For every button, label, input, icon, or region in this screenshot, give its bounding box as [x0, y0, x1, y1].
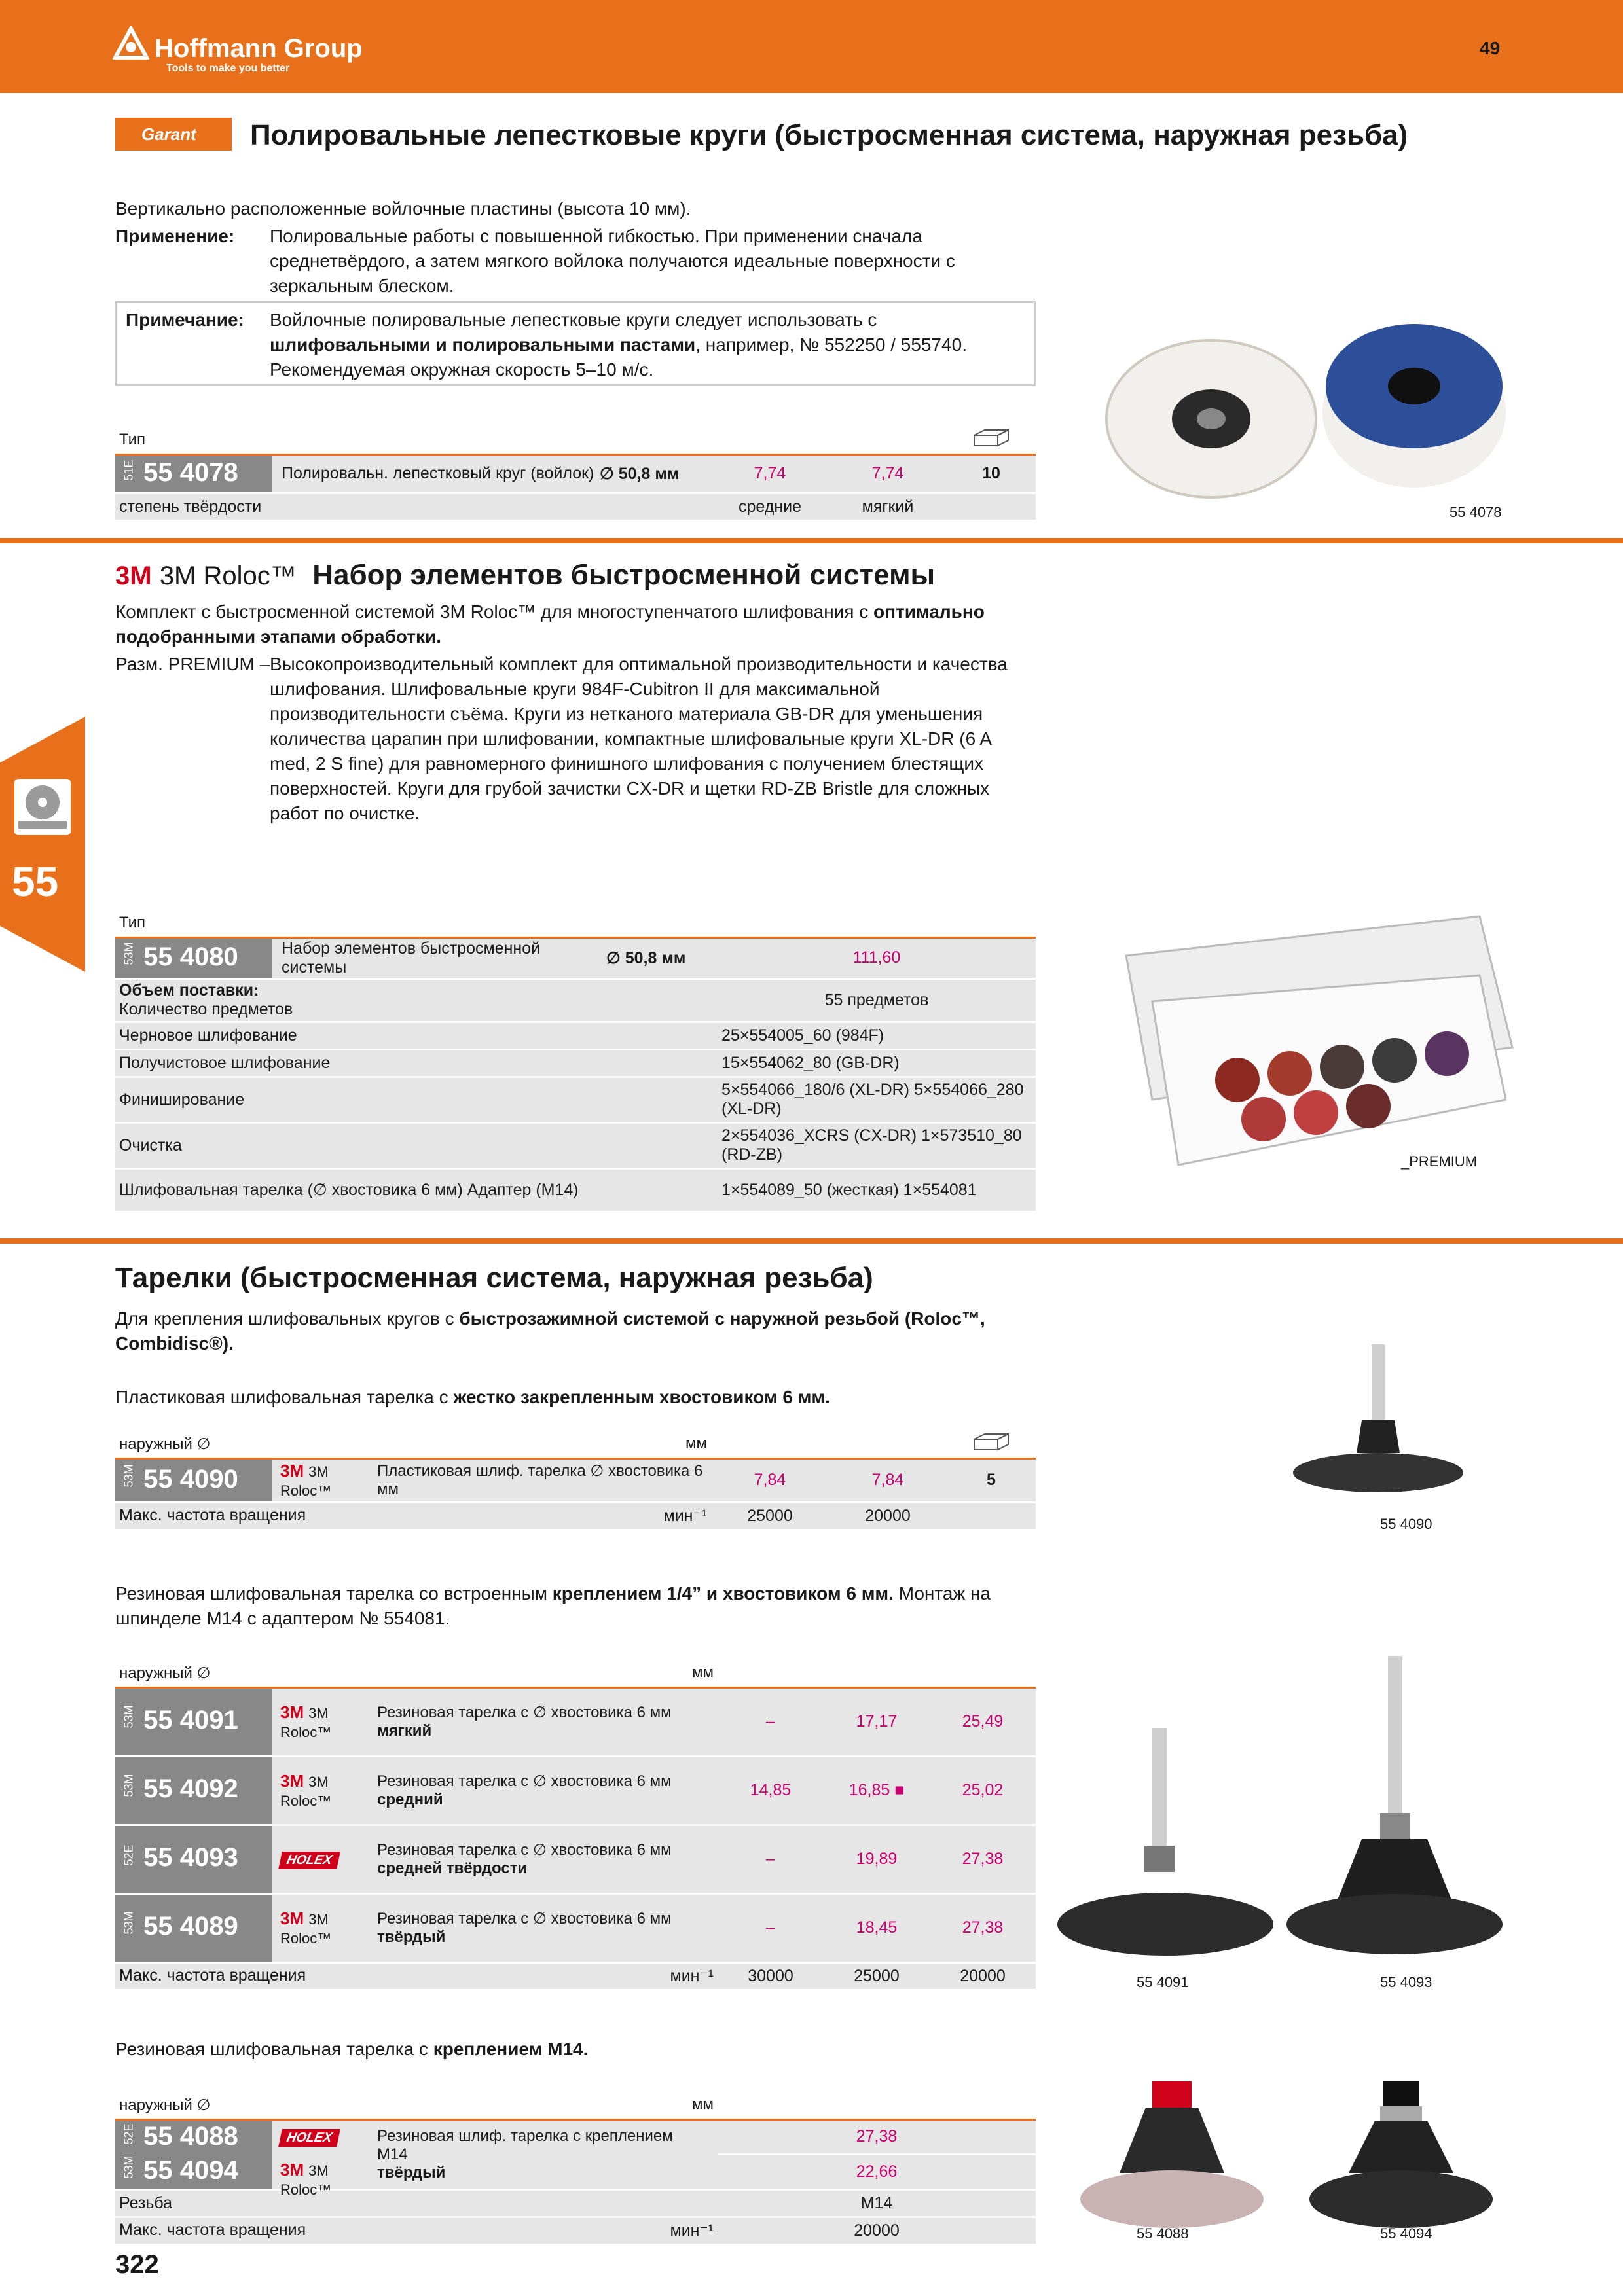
- price-soft: 7,74: [829, 454, 947, 493]
- image-caption: 55 4088: [1137, 2225, 1189, 2242]
- pack-qty: 5: [947, 1458, 1036, 1502]
- brand-tagline: Tools to make you better: [166, 63, 290, 74]
- article-number[interactable]: 52E 55 4093: [115, 1826, 272, 1893]
- image-caption: 55 4091: [1137, 1974, 1189, 1990]
- brand-3m-roloc: 3M 3M Roloc™: [280, 1770, 332, 1809]
- article-number[interactable]: 52E 55 4088: [115, 2121, 272, 2155]
- image-caption: 55 4078: [1450, 504, 1502, 520]
- premium-kit-image: [1113, 903, 1519, 1178]
- rubber-plate-554093-image: [1283, 1649, 1506, 1964]
- rpm-value: 20000: [718, 2217, 1036, 2244]
- rpm-label: Макс. частота вращения мин⁻¹: [115, 2217, 718, 2244]
- contents-row-value: 25×554005_60 (984F): [718, 1022, 1036, 1049]
- table-header: наружный ∅ мм: [115, 1431, 711, 1458]
- rubber-plate-554088-image: [1074, 2075, 1270, 2238]
- table-row: [115, 1893, 718, 1962]
- note-label: Примечание:: [126, 310, 244, 330]
- product-size: ∅ 50,8 мм: [600, 464, 680, 483]
- price-cell: 27,38: [930, 1825, 1036, 1893]
- felt-wheel-package-image: [1316, 314, 1512, 491]
- plate-table-3: [115, 2092, 1036, 2246]
- article-number[interactable]: 53M 55 4089: [115, 1895, 272, 1962]
- section1-title: Полировальные лепестковые круги (быстросменная система, наружная резьба): [250, 119, 1408, 151]
- product-size: ∅ 50,8 мм: [606, 948, 686, 967]
- table-header: наружный ∅ мм: [115, 1660, 718, 1687]
- article-number[interactable]: 51E 55 4078: [115, 456, 272, 492]
- article-number[interactable]: 53M 55 4092: [115, 1757, 272, 1824]
- contents-row-value: 5×554066_180/6 (XL-DR) 5×554066_280 (XL-DR): [718, 1077, 1036, 1122]
- rubber-plate-554091-image: [1054, 1715, 1277, 1964]
- thread-value: M14: [718, 2189, 1036, 2217]
- price-premium: 111,60: [718, 937, 1036, 978]
- contents-row-value: 15×554062_80 (GB-DR): [718, 1049, 1036, 1077]
- table-header: наружный ∅ мм: [115, 2092, 718, 2119]
- brand-3m-roloc: 3M 3M Roloc™: [280, 1908, 332, 1946]
- note-text: Войлочные полировальные лепестковые круги следует использовать с шлифовальными и полировальными пастами, например, № 552250 / 555740. Рекомендуемая окружная скорость 5–10 м/с.: [270, 310, 967, 380]
- product-description: Резиновая тарелка с ∅ хвостовика 6 мм средней твёрдости: [377, 1841, 704, 1878]
- table-row: [115, 1756, 718, 1825]
- brand-3m-roloc: 3M 3M Roloc™: [280, 2159, 332, 2198]
- rpm-value: 30000: [718, 1962, 824, 1990]
- table-row: [115, 1687, 718, 1756]
- page-number-top: 49: [1480, 38, 1501, 58]
- col-75: 75: [930, 1660, 1036, 1687]
- product-description: Полировальн. лепестковый круг (войлок): [282, 464, 594, 482]
- felt-wheel-image: [1100, 314, 1322, 504]
- col-med: MED: [711, 427, 829, 454]
- contents-row-value: 1×554089_50 (жесткая) 1×554081: [718, 1168, 1036, 1211]
- product-description: Резиновая тарелка с ∅ хвостовика 6 мм мягкий: [377, 1704, 704, 1740]
- rpm-label: Макс. частота вращения мин⁻¹: [115, 1962, 718, 1990]
- price-cell: 7,84: [829, 1458, 947, 1502]
- image-caption: 55 4094: [1380, 2225, 1432, 2242]
- price-cell: 25,02: [930, 1756, 1036, 1825]
- rpm-value: 20000: [829, 1502, 947, 1530]
- chapter-number: 55: [12, 858, 59, 905]
- col-50: 50: [711, 1431, 829, 1458]
- section3-title: Тарелки (быстросменная система, наружная резьба): [115, 1262, 873, 1294]
- article-number[interactable]: 53M 55 4091: [115, 1689, 272, 1755]
- price-cell: –: [718, 1825, 824, 1893]
- product-description: Набор элементов быстросменной системы: [282, 939, 541, 977]
- brand-3m-roloc: 3M 3M Roloc™: [280, 1702, 332, 1740]
- plate-table-2: [115, 1660, 1036, 1991]
- product-description: Резиновая шлиф. тарелка с креплением М14 твёрдый: [377, 2127, 704, 2182]
- article-number[interactable]: 53M 55 4080: [115, 939, 272, 978]
- contents-row-label: Объем поставки: Количество предметов: [115, 978, 718, 1022]
- corner-code: RUE: [1571, 34, 1582, 54]
- price-med: 7,74: [711, 454, 829, 493]
- brand-3m-roloc: 3M 3M Roloc™: [280, 1460, 332, 1499]
- contents-row-label: Получистовое шлифование: [115, 1049, 718, 1077]
- price-cell: 27,38: [930, 1893, 1036, 1962]
- section3-intro: Для крепления шлифовальных кругов с быстрозажимной системой с наружной резьбой (Roloc™, Combidisc®).: [115, 1308, 985, 1354]
- section1-intro: Вертикально расположенные войлочные пластины (высота 10 мм).: [115, 198, 691, 219]
- contents-row-label: Очистка: [115, 1122, 718, 1168]
- sub1-text: Пластиковая шлифовальная тарелка с жестко закрепленным хвостовиком 6 мм.: [115, 1387, 830, 1407]
- image-caption: _PREMIUM: [1401, 1153, 1478, 1170]
- thread-label: Резьба: [115, 2189, 718, 2217]
- col-50: 50: [824, 1660, 930, 1687]
- section-divider: [0, 1238, 1623, 1244]
- sub2-text: Резиновая шлифовальная тарелка со встроенным креплением 1/4” и хвостовиком 6 мм. Монтаж на шпинделе М14 с адаптером № 554081.: [115, 1583, 991, 1628]
- section2-table: [115, 910, 1036, 1213]
- price-cell: 18,45: [824, 1893, 930, 1962]
- size-text: Высокопроизводительный комплект для оптимальной производительности и качества шлифования. Шлифовальные круги 984F-Cubitron II для максимальной производительности съёма. Круги из нетканого материала GB-DR для уменьшения количества царапин при шлифовании, компактные шлифовальные круги XL-DR (6 A med, 2 S fine) для равномерного финишного шлифования с получением блестящих поверхностей. Круги для грубой зачистки CX-DR и щетки RD-ZB Bristle для сложных работ по очистке.: [270, 654, 1008, 823]
- type-label: Тип: [115, 427, 711, 454]
- rpm-value: 25000: [824, 1962, 930, 1990]
- price-cell: 16,85 ■: [824, 1756, 930, 1825]
- col-75: 75: [718, 2092, 1036, 2119]
- table-row: [115, 1458, 711, 1502]
- rpm-value: 25000: [711, 1502, 829, 1530]
- type-label: Тип: [115, 910, 718, 937]
- plate-table-1: [115, 1431, 1036, 1531]
- contents-row-value: 55 предметов: [718, 978, 1036, 1022]
- application-label: Применение:: [115, 226, 235, 246]
- table-row: [115, 454, 711, 493]
- brand-holex: HOLEX: [272, 1850, 377, 1869]
- rubber-plate-554094-image: [1303, 2075, 1499, 2238]
- price-cell: 19,89: [824, 1825, 930, 1893]
- contents-row-label: Шлифовальная тарелка (∅ хвостовика 6 мм) Адаптер (M14): [115, 1168, 718, 1211]
- contents-row-label: Черновое шлифование: [115, 1022, 718, 1049]
- hoffmann-logo-icon: [113, 26, 149, 60]
- chapter-tab: [0, 717, 85, 972]
- application-text: Полировальные работы с повышенной гибкостью. При применении сначала среднетвёрдого, а затем мягкого войлока получаются идеальные поверхности с зеркальным блеском.: [270, 226, 955, 296]
- pack-icon: [947, 427, 1036, 454]
- price-cell: 22,66: [718, 2155, 1036, 2190]
- grinding-disc-icon: [14, 779, 71, 835]
- product-description: Пластиковая шлиф. тарелка ∅ хвостовика 6 мм: [377, 1462, 704, 1499]
- image-caption: 55 4093: [1380, 1974, 1432, 1990]
- col-soft: SOFT: [829, 427, 947, 454]
- plastic-plate-image: [1290, 1342, 1467, 1499]
- section2-intro: Комплект с быстросменной системой 3M Roloc™ для многоступенчатого шлифования с оптимально подобранными этапами обработки.: [115, 601, 985, 647]
- price-cell: 25,49: [930, 1687, 1036, 1756]
- rpm-label: Макс. частота вращения мин⁻¹: [115, 1502, 711, 1530]
- col-75: 75: [829, 1431, 947, 1458]
- table-row: [115, 1825, 718, 1893]
- table-row: [115, 2119, 718, 2198]
- price-cell: –: [718, 1893, 824, 1962]
- table-row: [115, 937, 718, 978]
- pack-icon: [947, 1431, 1036, 1458]
- section-divider: [0, 538, 1623, 543]
- price-cell: 7,84: [711, 1458, 829, 1502]
- hardness-med: средние: [711, 493, 829, 520]
- article-number[interactable]: 53M 55 4090: [115, 1460, 272, 1501]
- col-25: 25: [718, 1660, 824, 1687]
- price-cell: 17,17: [824, 1687, 930, 1756]
- article-number[interactable]: 53M 55 4094: [115, 2155, 272, 2189]
- size-label: Разм. PREMIUM –: [115, 654, 270, 674]
- product-description: Резиновая тарелка с ∅ хвостовика 6 мм твёрдый: [377, 1910, 704, 1946]
- pack-qty: 10: [947, 454, 1036, 493]
- rpm-value: 20000: [930, 1962, 1036, 1990]
- contents-row-value: 2×554036_XCRS (CX-DR) 1×573510_80 (RD-ZB): [718, 1122, 1036, 1168]
- brand-holex: HOLEX: [280, 2121, 377, 2155]
- contents-row-label: Финиширование: [115, 1077, 718, 1122]
- hardness-label: степень твёрдости: [115, 493, 711, 520]
- price-cell: 14,85: [718, 1756, 824, 1825]
- section1-table: [115, 427, 1036, 522]
- price-cell: –: [718, 1687, 824, 1756]
- image-caption: 55 4090: [1380, 1516, 1432, 1532]
- hardness-soft: мягкий: [829, 493, 947, 520]
- col-premium: PREMIUM: [718, 910, 1036, 937]
- brand-name: Hoffmann Group: [155, 34, 363, 63]
- section2-title: 3M 3M Roloc™ Набор элементов быстросменной системы: [115, 559, 936, 591]
- sub3-text: Резиновая шлифовальная тарелка с креплением M14.: [115, 2039, 589, 2059]
- garant-logo: Garant: [115, 118, 232, 151]
- price-cell: 27,38: [718, 2119, 1036, 2155]
- product-description: Резиновая тарелка с ∅ хвостовика 6 мм средний: [377, 1772, 704, 1809]
- page-number-bottom: 322: [115, 2250, 159, 2279]
